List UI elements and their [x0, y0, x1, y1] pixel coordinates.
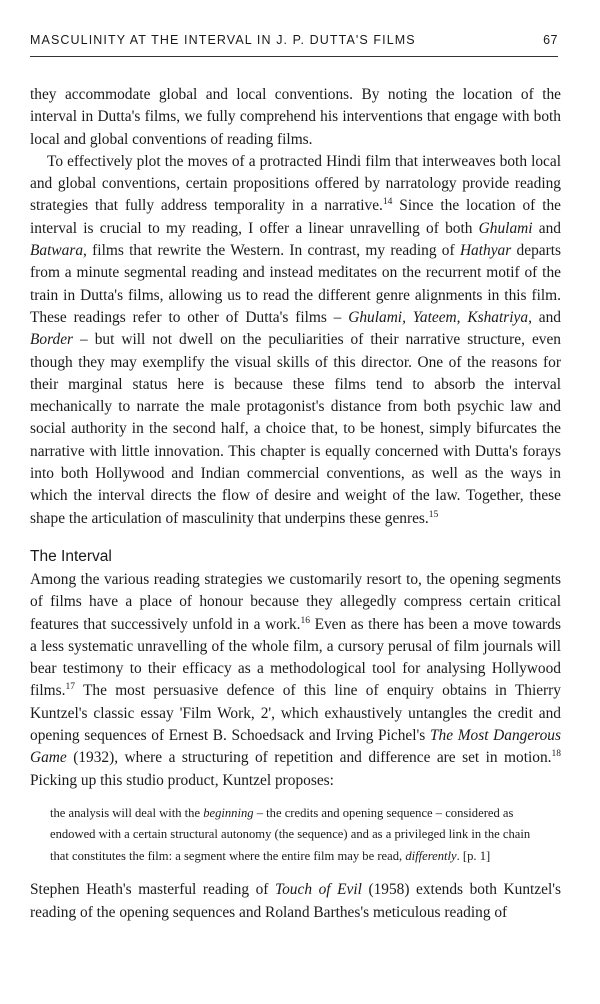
film-title: Hathyar: [459, 242, 512, 260]
paragraph-3: [30, 569, 561, 792]
film-title: Ghulami, Yateem, Kshatriya,: [348, 308, 532, 326]
footnote-ref: 16: [300, 615, 311, 626]
text: departs from a minute segmental reading and instead meditates on the recurrent motif of the train in Dutta's films, allowing us to read the different genre alignments in this film. These readings refer to other of Dutta's films –: [30, 242, 561, 326]
emphasis: beginning: [203, 805, 254, 820]
text: Since the location of the interval is crucial to my reading, I offer a linear unravelling of both: [30, 197, 561, 237]
film-title: Border: [30, 331, 74, 349]
footnote-ref: 17: [65, 682, 75, 693]
page-number: 67: [543, 33, 558, 47]
text: , films that rewrite the Western. In contrast, my reading of: [83, 242, 460, 260]
paragraph-4: [30, 879, 561, 924]
text: Stephen Heath's masterful reading of: [30, 881, 275, 899]
paragraph-2: [30, 151, 561, 530]
text: Among the various reading strategies we customarily resort to, the opening segments of films have a place of honour because they allegedly compress certain critical features that successively unfold in a work.: [30, 570, 561, 633]
film-title: Ghulami: [478, 219, 533, 237]
text: (1958) extends both Kuntzel's reading of the opening sequences and Roland Barthes's meticulous reading of: [30, 881, 561, 921]
text: To effectively plot the moves of a protracted Hindi film that interweaves both local and global conventions, certain propositions offered by narratology provide reading strategies that fully address temporality in a narrative.: [30, 152, 561, 215]
text: The most persuasive defence of this line of enquiry obtains in Thierry Kuntzel's classic essay 'Film Work, 2', which exhaustively untangles the credit and opening sequences of Ernest B. Schoedsack and Irving Pichel's: [30, 682, 561, 745]
running-head: [30, 33, 558, 55]
body-text: [30, 84, 561, 924]
running-title: MASCULINITY AT THE INTERVAL IN J. P. DUTTA'S FILMS: [30, 33, 416, 47]
block-quote: [50, 803, 531, 868]
text: – the credits and opening sequence – considered as endowed with a certain structural autonomy (the sequence) and as a privileged link in the chain that constitutes the film: a segment where the entire film may be read,: [50, 805, 531, 863]
paragraph-1: [30, 84, 561, 151]
film-title: Touch of Evil: [274, 881, 362, 899]
film-title: The Most Dangerous Game: [30, 727, 561, 767]
text: – but will not dwell on the peculiarities of their narrative structure, even though they may exemplify the visual skills of this director. One of the reasons for their marginal status here is because these films tend to absorb the interval mechanically to narrate the male protagonist's distance from both psychic law and social authority in the second half, a choice that, to be honest, simply bifurcates the narrative with little innovation. This chapter is equally concerned with Dutta's forays into both Hollywood and Indian commercial conventions, as well as the ways in which the interval directs the flow of desire and weight of the law. Together, these shape the articulation of masculinity that underpins these genres.: [30, 331, 561, 527]
text: the analysis will deal with the: [50, 805, 204, 820]
film-title: Batwara: [30, 242, 84, 260]
text: . [p. 1]: [456, 848, 491, 863]
footnote-ref: 14: [382, 197, 393, 208]
emphasis: differently: [405, 848, 457, 863]
header-rule: [30, 56, 558, 57]
text: they accommodate global and local conventions. By noting the location of the interval in Dutta's films, we fully comprehend his interventions that engage with both local and global conventions of reading films.: [30, 86, 561, 148]
text: Picking up this studio product, Kuntzel proposes:: [30, 771, 334, 789]
text: and: [531, 308, 561, 326]
footnote-ref: 18: [551, 749, 561, 760]
section-heading: The Interval: [30, 547, 112, 565]
text: (1932), where a structuring of repetition and difference are set in motion.: [66, 749, 552, 767]
footnote-ref: 15: [428, 509, 439, 520]
text: and: [532, 219, 561, 237]
text: Even as there has been a move towards a less systematic unravelling of the whole film, a cursory perusal of film journals will bear testimony to their efficacy as a methodological tool for analysing Hollywood films.: [30, 615, 561, 700]
